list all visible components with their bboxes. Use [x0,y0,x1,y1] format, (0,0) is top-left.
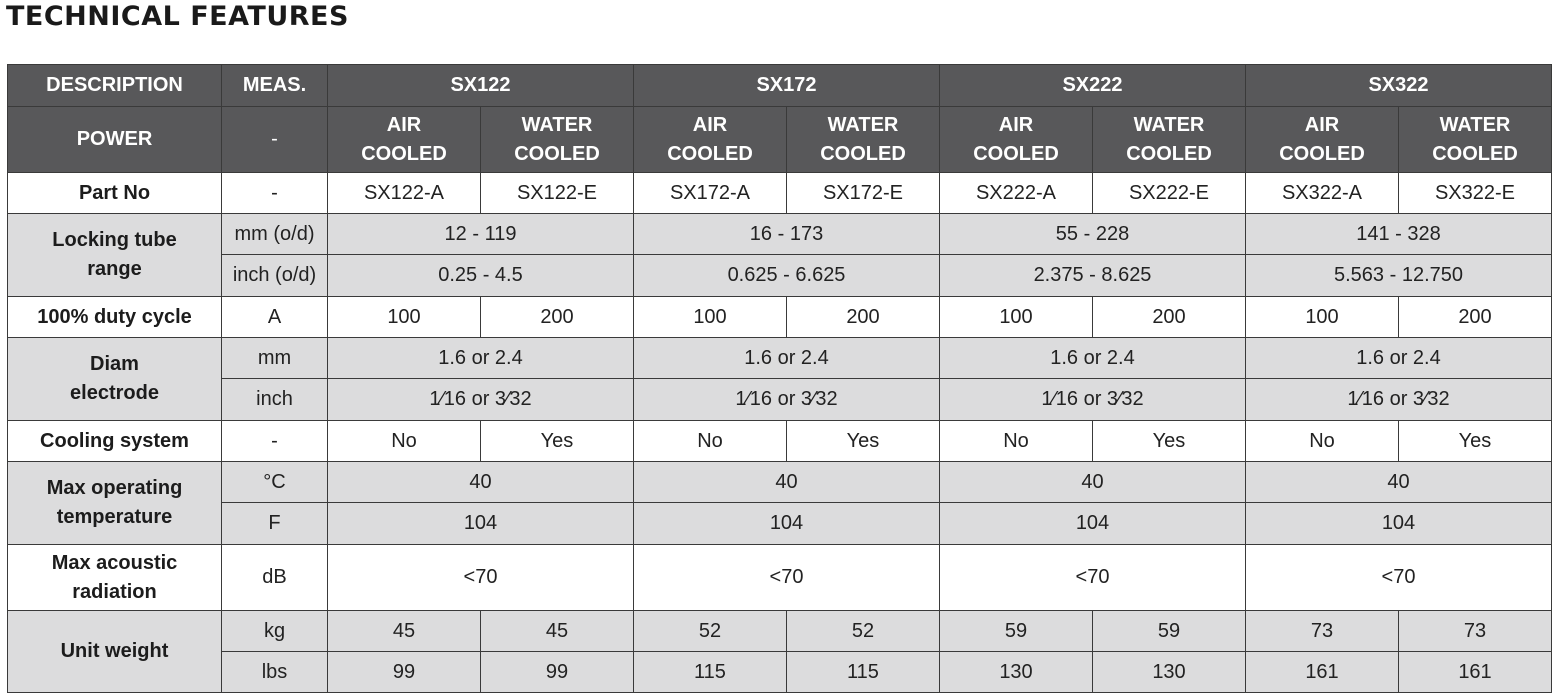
value-cell: 161 [1399,652,1552,693]
value-cell: 40 [328,462,634,503]
meas-cell: kg [222,611,328,652]
part-no-cell: SX322-E [1399,173,1552,214]
value-cell: 200 [1399,297,1552,338]
meas-cell: inch (o/d) [222,255,328,297]
table-row [8,652,1552,693]
meas-cell: dB [222,545,328,611]
power-air-cooled: AIR COOLED [1246,107,1399,173]
value-cell: No [328,421,481,462]
row-label-part-no: Part No [8,173,222,214]
value-cell: 40 [940,462,1246,503]
value-cell: 40 [1246,462,1552,503]
value-cell: No [634,421,787,462]
value-cell: 1⁄16 or 3⁄32 [940,379,1246,421]
power-water-cooled: WATER COOLED [481,107,634,173]
value-cell: <70 [940,545,1246,611]
part-no-cell: SX322-A [1246,173,1399,214]
column-header-model: SX122 [328,65,634,107]
value-cell: 100 [1246,297,1399,338]
row-label-max-operating-temperature: Max operating temperature [8,462,222,545]
power-meas: - [222,107,328,173]
value-cell: 59 [940,611,1093,652]
value-cell: 1.6 or 2.4 [1246,338,1552,379]
row-label-diam-electrode: Diam electrode [8,338,222,421]
value-cell: 40 [634,462,940,503]
power-water-cooled: WATER COOLED [787,107,940,173]
page-title: TECHNICAL FEATURES [6,1,349,32]
table-row [8,611,1552,652]
table-row [8,545,1552,611]
value-cell: 100 [940,297,1093,338]
value-cell: 99 [328,652,481,693]
value-cell: 1.6 or 2.4 [634,338,940,379]
value-cell: 1.6 or 2.4 [940,338,1246,379]
power-air-cooled: AIR COOLED [634,107,787,173]
meas-cell: °C [222,462,328,503]
column-header-model: SX222 [940,65,1246,107]
value-cell: 45 [481,611,634,652]
value-cell: Yes [1399,421,1552,462]
meas-cell: mm [222,338,328,379]
meas-cell: - [222,173,328,214]
row-label-duty-cycle: 100% duty cycle [8,297,222,338]
value-cell: 104 [328,503,634,545]
value-cell: 200 [481,297,634,338]
meas-cell: inch [222,379,328,421]
power-air-cooled: AIR COOLED [940,107,1093,173]
column-header-meas: MEAS. [222,65,328,107]
value-cell: 104 [634,503,940,545]
value-cell: Yes [787,421,940,462]
value-cell: 141 - 328 [1246,214,1552,255]
value-cell: 115 [634,652,787,693]
value-cell: 55 - 228 [940,214,1246,255]
part-no-cell: SX172-A [634,173,787,214]
value-cell: 0.25 - 4.5 [328,255,634,297]
table-row [8,421,1552,462]
value-cell: 1⁄16 or 3⁄32 [634,379,940,421]
row-label-max-acoustic-radiation: Max acoustic radiation [8,545,222,611]
column-header-description: DESCRIPTION [8,65,222,107]
meas-cell: F [222,503,328,545]
value-cell: 200 [787,297,940,338]
value-cell: 1⁄16 or 3⁄32 [1246,379,1552,421]
meas-cell: A [222,297,328,338]
power-air-cooled: AIR COOLED [328,107,481,173]
power-row [8,107,1552,173]
value-cell: 73 [1246,611,1399,652]
value-cell: 73 [1399,611,1552,652]
meas-cell: mm (o/d) [222,214,328,255]
row-label-locking-tube-range: Locking tube range [8,214,222,297]
row-label-unit-weight: Unit weight [8,611,222,693]
value-cell: No [1246,421,1399,462]
part-no-cell: SX222-A [940,173,1093,214]
value-cell: 5.563 - 12.750 [1246,255,1552,297]
row-label-cooling-system: Cooling system [8,421,222,462]
column-header-model: SX322 [1246,65,1552,107]
power-water-cooled: WATER COOLED [1093,107,1246,173]
value-cell: <70 [634,545,940,611]
meas-cell: - [222,421,328,462]
value-cell: 130 [1093,652,1246,693]
header-row [8,65,1552,107]
value-cell: 45 [328,611,481,652]
value-cell: 115 [787,652,940,693]
value-cell: 1⁄16 or 3⁄32 [328,379,634,421]
value-cell: Yes [1093,421,1246,462]
value-cell: 59 [1093,611,1246,652]
value-cell: 161 [1246,652,1399,693]
value-cell: 52 [787,611,940,652]
table-row [8,503,1552,545]
table-row [8,379,1552,421]
table-row [8,255,1552,297]
value-cell: Yes [481,421,634,462]
value-cell: 100 [328,297,481,338]
table-row [8,173,1552,214]
value-cell: <70 [328,545,634,611]
value-cell: 200 [1093,297,1246,338]
power-water-cooled: WATER COOLED [1399,107,1552,173]
meas-cell: lbs [222,652,328,693]
value-cell: 104 [940,503,1246,545]
value-cell: 99 [481,652,634,693]
row-label-power: POWER [8,107,222,173]
part-no-cell: SX122-A [328,173,481,214]
value-cell: 2.375 - 8.625 [940,255,1246,297]
value-cell: 12 - 119 [328,214,634,255]
value-cell: No [940,421,1093,462]
table-row [8,297,1552,338]
value-cell: 100 [634,297,787,338]
table-row [8,462,1552,503]
part-no-cell: SX122-E [481,173,634,214]
part-no-cell: SX222-E [1093,173,1246,214]
part-no-cell: SX172-E [787,173,940,214]
value-cell: 16 - 173 [634,214,940,255]
value-cell: 0.625 - 6.625 [634,255,940,297]
technical-features-table [7,64,1552,693]
value-cell: 130 [940,652,1093,693]
column-header-model: SX172 [634,65,940,107]
value-cell: 52 [634,611,787,652]
value-cell: <70 [1246,545,1552,611]
value-cell: 1.6 or 2.4 [328,338,634,379]
value-cell: 104 [1246,503,1552,545]
table-row [8,338,1552,379]
table-row [8,214,1552,255]
